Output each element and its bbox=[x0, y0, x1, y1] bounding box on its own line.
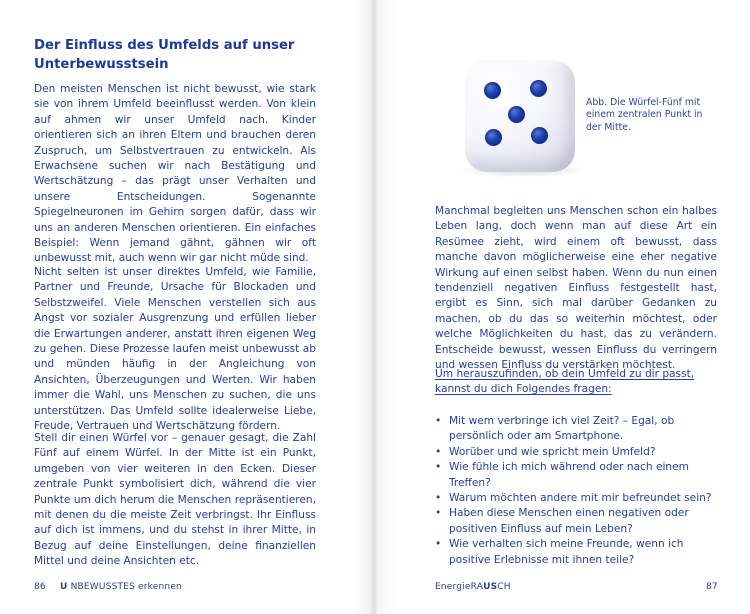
die-five-icon bbox=[465, 60, 575, 180]
page-heading: Der Einfluss des Umfelds auf unser Unterbewusstsein bbox=[34, 38, 295, 72]
question-text: Haben diese Menschen einen negativen oder positiven Einfluss auf mein Leben? bbox=[449, 507, 689, 535]
question-text: Mit wem verbringe ich viel Zeit? – Egal, ob persönlich oder am Smartphone. bbox=[449, 415, 675, 443]
left-paragraph-2: Nicht selten ist unser direktes Umfeld, wie Familie, Partner und Freunde, Ursache für Blockaden und Selbstzweifel. Viele Menschen verstellen sich aus Angst vor sozialer Ausgrenzung und erfüllen lieber die Erwartungen anderer, anstatt ihren eigenen Weg zu gehen. Diese Prozesse laufen meist unbewusst ab und münden häufig in der Angleichung von Ansichten, Überzeugungen und Werten. Wir haben immer die Wahl, uns Menschen zu suchen, die uns unterstützen. Das Umfeld sollte idealerweise Liebe, Freude, Vertrauen und Wertschätzung fördern. bbox=[34, 266, 316, 433]
bullet-icon: • bbox=[435, 461, 442, 474]
running-title-rest: NBEWUSSTES erkennen bbox=[70, 582, 182, 592]
question-text: Warum möchten andere mit mir befreundet sein? bbox=[449, 492, 712, 505]
list-item bbox=[435, 445, 721, 460]
questions-intro: Um herauszufinden, ob dein Umfeld zu dir passt, kannst du dich Folgendes fragen: bbox=[435, 368, 695, 396]
right-paragraph: Manchmal begleiten uns Menschen schon ein halbes Leben lang, doch wenn man auf diese Art ein Resümee zieht, wird einem oft bewusst, dass manche davon möglicherweise eine eher negative Wirkung auf einen selbst haben. Wenn du nun einen tendenziell negativen Einfluss festgestellt hast, ergibt es Sinn, sich mal darüber Gedanken zu machen, ob du das so weiterhin möchtest, oder welche Möglichkeiten du hast, das zu verändern. Entscheide bewusst, wessen Einfluss du verringern und wessen Einfluss du verstärken möchtest. bbox=[435, 205, 717, 372]
running-title-part-a: EnergieRA bbox=[435, 582, 484, 592]
die-pip-top-right bbox=[530, 80, 547, 97]
list-item bbox=[435, 506, 721, 537]
die-body bbox=[465, 60, 575, 172]
running-title-initial: U bbox=[60, 582, 68, 592]
die-pip-bottom-left bbox=[485, 129, 502, 146]
right-running-title bbox=[435, 582, 511, 592]
bullet-icon: • bbox=[435, 492, 442, 505]
bullet-icon: • bbox=[435, 445, 442, 458]
left-paragraph-3: Stell dir einen Würfel vor – genauer gesagt, die Zahl Fünf auf einem Würfel. In der Mitte ist ein Punkt, umgeben von vier weiteren in den Ecken. Dieser zentrale Punkt symbolisiert dich, während die vier Punkte um dich herum die Menschen repräsentieren, mit denen du die meiste Zeit verbringst. Ihr Einfluss auf dich ist immens, und du stehst in ihrer Mitte, in Bezug auf deine Einstellungen, deine finanziellen Mittel und deine Ansichten etc. bbox=[34, 432, 316, 568]
figure-caption: Abb. Die Würfel-Fünf mit einem zentralen Punkt in der Mitte. bbox=[586, 97, 703, 133]
bullet-icon: • bbox=[435, 415, 442, 427]
running-title-part-b: US bbox=[483, 582, 498, 592]
list-item bbox=[435, 414, 721, 445]
question-text: Worüber und wie spricht mein Umfeld? bbox=[449, 445, 656, 458]
list-item bbox=[435, 537, 721, 568]
questions-list bbox=[435, 414, 721, 568]
left-paragraph-1: Den meisten Menschen ist nicht bewusst, wie stark sie von ihrem Umfeld beeinflusst werden. Von klein auf ahmen wir unser Umfeld nach. Kinder orientieren sich an ihren Eltern und brauchen deren Zuspruch, um Selbstvertrauen zu entwickeln. Als Erwachsene suchen wir nach Bestätigung und Wertschätzung – das prägt unser Verhalten und unsere Entscheidungen. Sogenannte Spiegelneuronen im Gehirn sorgen dafür, dass wir uns an anderen Menschen orientieren. Ein einfaches Beispiel: Wenn jemand gähnt, gähnen wir oft unbewusst mit, auch wenn wir gar nicht müde sind. bbox=[34, 83, 316, 265]
bullet-icon: • bbox=[435, 538, 442, 551]
bullet-icon: • bbox=[435, 507, 442, 520]
question-text: Wie verhalten sich meine Freunde, wenn ich positive Erlebnisse mit ihnen teile? bbox=[449, 538, 684, 566]
die-pip-bottom-right bbox=[531, 127, 548, 144]
running-title-part-c: CH bbox=[497, 582, 511, 592]
die-pip-top-left bbox=[484, 82, 501, 99]
die-pip-center bbox=[508, 106, 525, 123]
list-item bbox=[435, 460, 721, 491]
question-text: Wie fühle ich mich während oder nach einem Treffen? bbox=[449, 461, 689, 489]
left-running-title bbox=[60, 582, 182, 592]
list-item bbox=[435, 491, 721, 506]
left-page bbox=[0, 0, 374, 614]
right-page-number: 87 bbox=[706, 582, 718, 592]
left-page-number: 86 bbox=[34, 582, 46, 592]
